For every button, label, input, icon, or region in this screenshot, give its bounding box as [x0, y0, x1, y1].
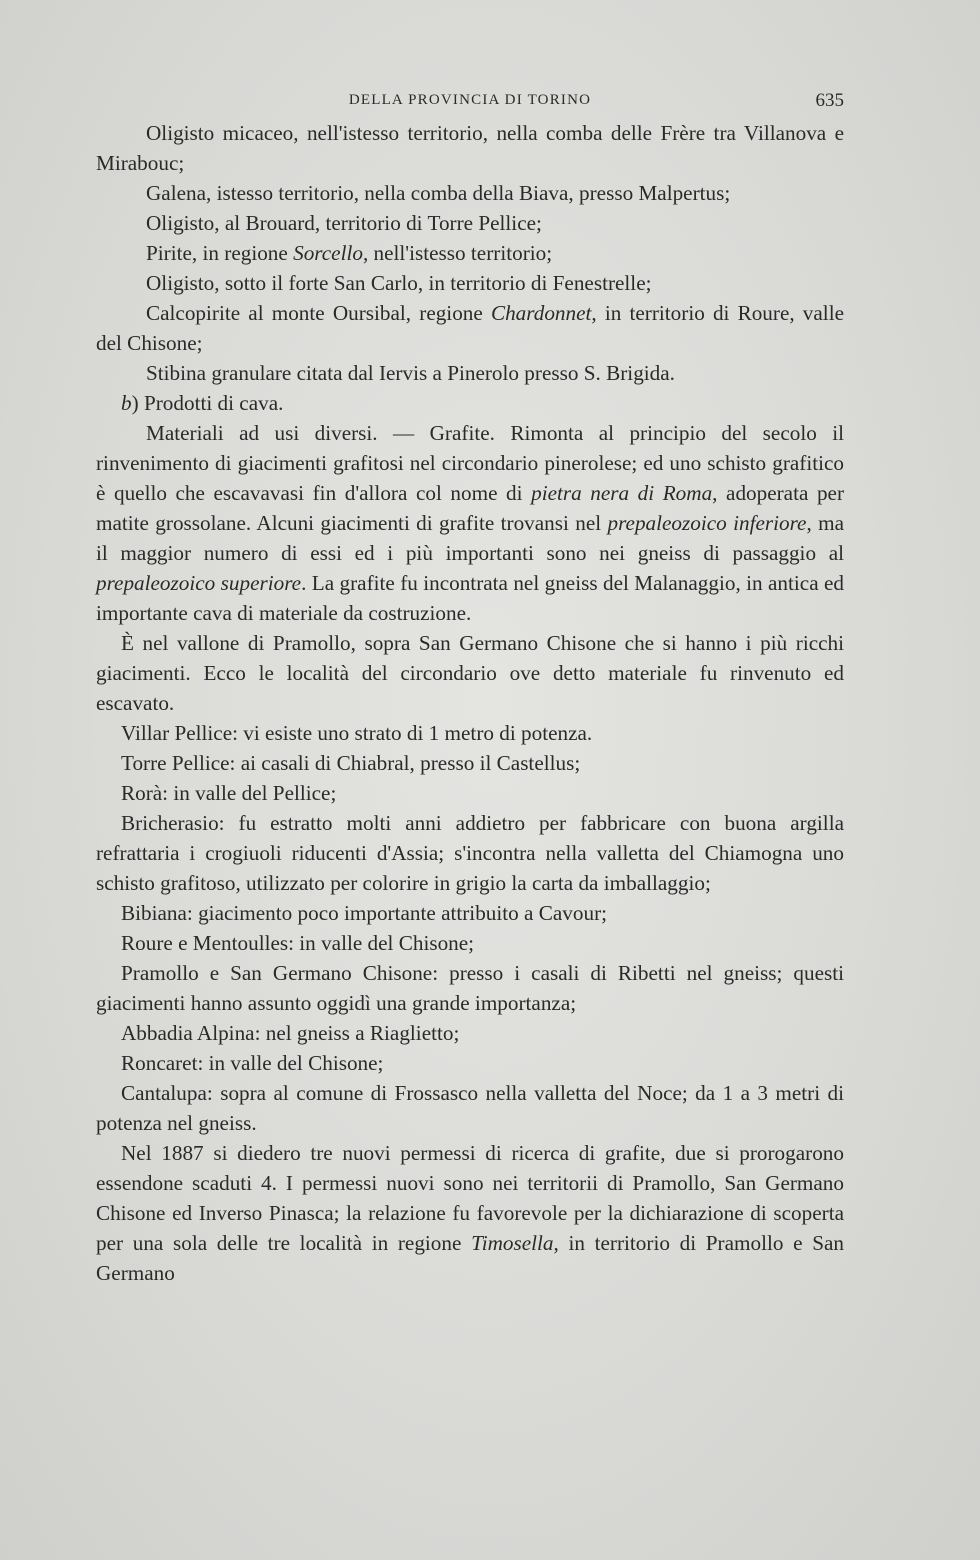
paragraph [96, 808, 844, 898]
page-content [96, 88, 844, 1288]
italic-text: pietra nera di Roma [531, 481, 713, 505]
paragraph [96, 958, 844, 1018]
paragraph [96, 298, 844, 358]
paragraph [96, 928, 844, 958]
paragraph [96, 358, 844, 388]
text-segment: , in territorio di Pramollo e San Germano [96, 1231, 844, 1285]
paragraph [96, 118, 844, 178]
paragraph [96, 238, 844, 268]
text-segment: , ma il maggior numero di essi ed i più importanti sono nei gneiss di passaggio al [96, 511, 844, 565]
page-number: 635 [815, 90, 844, 111]
running-head [96, 88, 844, 118]
text-segment: , nell'istesso territorio; [362, 241, 553, 265]
paragraph [96, 418, 844, 628]
paragraph [96, 208, 844, 238]
paragraph [96, 628, 844, 718]
paragraph [96, 718, 844, 748]
italic-text: b [121, 391, 132, 415]
text-segment: Bibiana: giacimento poco importante attribuito a Cavour; [121, 901, 608, 925]
text-segment: È nel vallone di Pramollo, sopra San Germano Chisone che si hanno i più ricchi giacimenti. Ecco le località del circondario ove detto materiale fu rinvenuto ed escavato. [96, 631, 844, 715]
text-segment: Roncaret: in valle del Chisone; [121, 1051, 384, 1075]
body-text [96, 118, 844, 1288]
paragraph [96, 898, 844, 928]
text-segment: Abbadia Alpina: nel gneiss a Riaglietto; [121, 1021, 460, 1045]
text-segment: Pirite, in regione [146, 241, 294, 265]
running-title: DELLA PROVINCIA DI TORINO [348, 92, 592, 108]
paragraph [96, 178, 844, 208]
italic-text: Chardonnet [490, 301, 592, 325]
paragraph [96, 1048, 844, 1078]
text-segment: Bricherasio: fu estratto molti anni addietro per fabbricare con buona argilla refrattaria i crogiuoli riducenti d'Assia; s'incontra nella valletta del Chiamogna uno schisto grafitoso, utilizzato per colorire in grigio la carta da imballaggio; [96, 811, 844, 895]
italic-text: Timosella [471, 1231, 554, 1255]
paragraph [96, 388, 844, 418]
text-segment: . La grafite fu incontrata nel gneiss del Malanaggio, in antica ed importante cava di materiale da costruzione. [96, 571, 844, 625]
text-segment: Oligisto, al Brouard, territorio di Torre Pellice; [146, 211, 542, 235]
text-segment: Stibina granulare citata dal Iervis a Pinerolo presso S. Brigida. [146, 361, 675, 385]
paragraph [96, 1138, 844, 1288]
paragraph [96, 1018, 844, 1048]
italic-text: Sorcello [293, 241, 363, 265]
text-segment: Nel 1887 si diedero tre nuovi permessi di ricerca di grafite, due si prorogarono essendone scaduti 4. I permessi nuovi sono nei territorii di Pramollo, San Germano Chisone ed Inverso Pinasca; la relazione fu favorevole per la dichiarazione di scoperta per una sola delle tre località in regione [96, 1141, 844, 1255]
text-segment: , adoperata per matite grossolane. Alcuni giacimenti di grafite trovansi nel [96, 481, 845, 535]
text-segment: Pramollo e San Germano Chisone: presso i casali di Ribetti nel gneiss; questi giacimenti hanno assunto oggidì una grande importanza; [96, 961, 844, 1015]
text-segment: Roure e Mentoulles: in valle del Chisone; [121, 931, 475, 955]
text-segment: Galena, istesso territorio, nella comba della Biava, presso Malpertus; [146, 181, 731, 205]
text-segment: Materiali ad usi diversi. — Grafite. Rimonta al principio del secolo il rinvenimento di giacimenti grafitosi nel circondario pinerolese; ed uno schisto grafitico è quello che escavavasi fin d'allora col nome di [96, 421, 844, 505]
text-segment: Rorà: in valle del Pellice; [121, 781, 337, 805]
text-segment: Cantalupa: sopra al comune di Frossasco nella valletta del Noce; da 1 a 3 metri di potenza nel gneiss. [96, 1081, 844, 1135]
text-segment: ) Prodotti di cava. [131, 391, 284, 415]
paragraph [96, 748, 844, 778]
paragraph [96, 268, 844, 298]
italic-text: prepaleozoico superiore [96, 571, 302, 595]
text-segment: Calcopirite al monte Oursibal, regione [146, 301, 491, 325]
text-segment: Oligisto, sotto il forte San Carlo, in territorio di Fenestrelle; [146, 271, 652, 295]
text-segment: Villar Pellice: vi esiste uno strato di 1 metro di potenza. [121, 721, 593, 745]
paragraph [96, 1078, 844, 1138]
text-segment: Torre Pellice: ai casali di Chiabral, presso il Castellus; [121, 751, 581, 775]
italic-text: prepaleozoico inferiore [607, 511, 807, 535]
paragraph [96, 778, 844, 808]
text-segment: Oligisto micaceo, nell'istesso territorio, nella comba delle Frère tra Villanova e Mirabouc; [96, 121, 844, 175]
text-segment: , in territorio di Roure, valle del Chisone; [96, 301, 844, 355]
